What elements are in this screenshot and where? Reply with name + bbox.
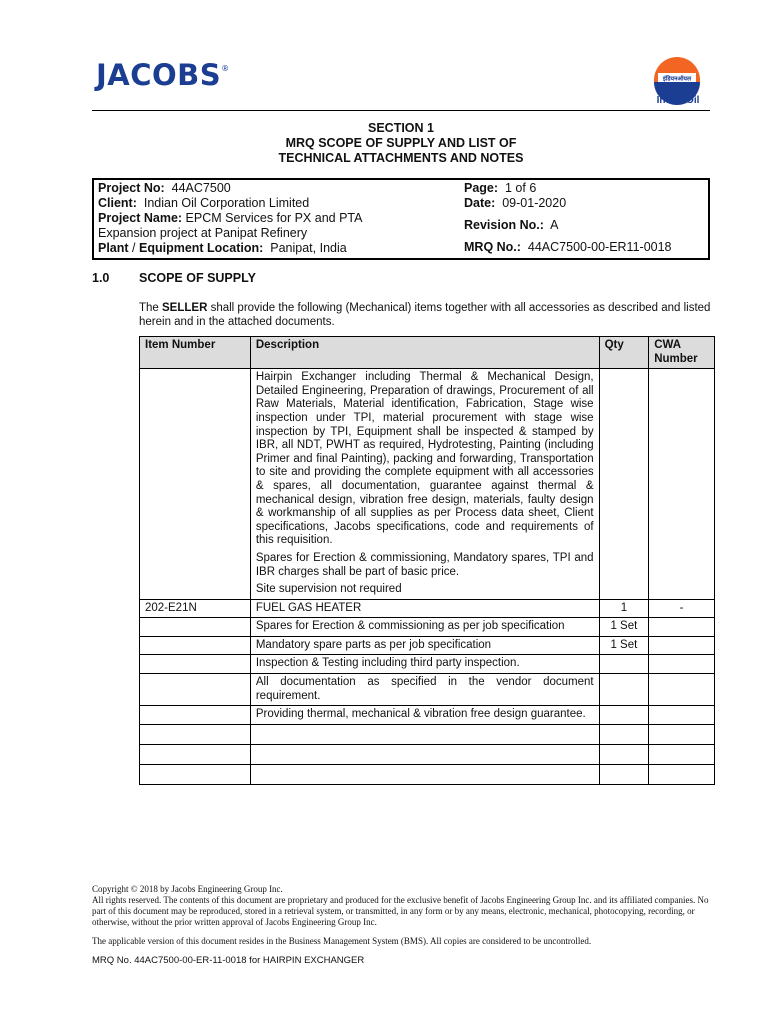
item-number-cell bbox=[140, 706, 251, 725]
table-row bbox=[140, 618, 715, 637]
page-row: Page: 1 of 6 bbox=[464, 181, 537, 195]
item-number-cell bbox=[140, 655, 251, 674]
footer-copyright: Copyright © 2018 by Jacobs Engineering Group Inc. bbox=[92, 884, 283, 894]
description-cell: Inspection & Testing including third party inspection. bbox=[250, 655, 599, 674]
table-cell bbox=[649, 369, 715, 600]
table-header-row bbox=[140, 337, 715, 369]
project-name-cont: Expansion project at Panipat Refinery bbox=[98, 226, 308, 240]
qty-cell: 1 Set bbox=[599, 636, 649, 655]
item-number-cell: 202-E21N bbox=[140, 599, 251, 618]
general-scope-paragraph: Hairpin Exchanger including Thermal & Mechanical Design, Detailed Engineering, Preparation of drawings, Procurement of all Raw Materials, Material identification, Fabrication, Stage wise inspection under TPI, material procurement with stage wise inspection by TPI, Equipment shall be inspected & stamped by IBR, all NDT, PWHT as required, Hydrotesting, Painting (including Primer and final Painting), packing and forwarding, Transportation to site and providing the complete equipment with all accessories & spares, all documentation, guarantee against thermal & mechanical design, vibration free design, materials, faulty design & workmanship of all supplies as per Process data sheet, Client specifications, Jacobs specifications, code and requirements of this requisition. bbox=[255, 371, 594, 547]
title-line-1: SECTION 1 bbox=[368, 121, 434, 135]
cwa-cell bbox=[649, 636, 715, 655]
mrq-value: 44AC7500-00-ER11-0018 bbox=[527, 240, 672, 254]
table-row bbox=[140, 655, 715, 674]
project-info-box bbox=[92, 178, 710, 260]
project-no-row: Project No: 44AC7500 bbox=[98, 181, 231, 195]
description-cell: FUEL GAS HEATER bbox=[250, 599, 599, 618]
table-cell bbox=[140, 369, 251, 600]
description-cell: Providing thermal, mechanical & vibration free design guarantee. bbox=[250, 706, 599, 725]
mrq-row: MRQ No.: 44AC7500-00-ER11-0018 bbox=[464, 240, 672, 254]
qty-cell: 1 bbox=[599, 599, 649, 618]
section-intro: The SELLER shall provide the following (Mechanical) items together with all accessories as described and listed herein and in the attached documents. bbox=[139, 302, 711, 328]
page-value: 1 of 6 bbox=[505, 181, 537, 195]
general-scope-paragraph: Spares for Erection & commissioning, Mandatory spares, TPI and IBR charges shall be part of basic price. bbox=[255, 551, 594, 578]
description-cell: Mandatory spare parts as per job specification bbox=[250, 636, 599, 655]
table-row bbox=[140, 636, 715, 655]
header-description: Description bbox=[250, 337, 599, 369]
table-row-empty bbox=[140, 744, 715, 764]
page-footer bbox=[92, 884, 724, 966]
revision-row: Revision No.: A bbox=[464, 218, 559, 232]
header-item-number: Item Number bbox=[140, 337, 251, 369]
qty-cell bbox=[599, 655, 649, 674]
general-scope-description bbox=[250, 369, 599, 600]
section-number: 1.0 bbox=[92, 271, 110, 285]
title-line-3: TECHNICAL ATTACHMENTS AND NOTES bbox=[278, 151, 524, 165]
item-number-cell bbox=[140, 674, 251, 706]
general-scope-paragraph: Site supervision not required bbox=[255, 583, 402, 596]
table-row-empty bbox=[140, 764, 715, 784]
table-row bbox=[140, 674, 715, 706]
table-row-general-scope bbox=[140, 369, 715, 600]
section-heading bbox=[92, 271, 256, 285]
project-no-value: 44AC7500 bbox=[171, 181, 231, 195]
project-name-value: EPCM Services for PX and PTA bbox=[185, 211, 363, 225]
cwa-cell bbox=[649, 706, 715, 725]
indianoil-native-text: इंडियनऑयल bbox=[662, 75, 692, 83]
footer-bms-note: The applicable version of this document resides in the Business Management System (BMS). All copies are considered to be uncontrolled. bbox=[92, 936, 592, 946]
header-qty: Qty bbox=[599, 337, 649, 369]
plant-location-row: Plant / Equipment Location: Panipat, India bbox=[98, 241, 347, 255]
cwa-cell bbox=[649, 618, 715, 637]
location-value: Panipat, India bbox=[270, 241, 347, 255]
cwa-cell: - bbox=[649, 599, 715, 618]
project-info-left bbox=[98, 181, 458, 256]
section-title: SCOPE OF SUPPLY bbox=[139, 271, 256, 285]
client-row: Client: Indian Oil Corporation Limited bbox=[98, 196, 310, 210]
project-info-right bbox=[464, 181, 704, 255]
indianoil-logo-text: IndianOil bbox=[656, 95, 700, 106]
document-title bbox=[92, 121, 710, 166]
header-cwa-number: CWA Number bbox=[649, 337, 715, 369]
project-name-row: Project Name: EPCM Services for PX and PTA bbox=[98, 211, 363, 225]
title-line-2: MRQ SCOPE OF SUPPLY AND LIST OF bbox=[285, 136, 517, 150]
scope-of-supply-table bbox=[139, 336, 715, 785]
date-row: Date: 09-01-2020 bbox=[464, 196, 567, 210]
qty-cell bbox=[599, 674, 649, 706]
cwa-cell bbox=[649, 655, 715, 674]
qty-cell bbox=[599, 706, 649, 725]
footer-mrq-line: MRQ No. 44AC7500-00-ER-11-0018 for HAIRPIN EXCHANGER bbox=[92, 955, 365, 966]
description-cell: All documentation as specified in the vendor document requirement. bbox=[250, 674, 599, 706]
item-number-cell bbox=[140, 618, 251, 637]
table-cell bbox=[599, 369, 649, 600]
date-value: 09-01-2020 bbox=[502, 196, 567, 210]
footer-rights: All rights reserved. The contents of this document are proprietary and produced for the exclusive benefit of Jacobs Engineering Group Inc. and its affiliated companies. No part of this document may be reproduced, stored in a retrieval system, or transmitted, in any form or by any means, electronic, mechanical, photocopying, recording, or otherwise, without the prior written approval of Jacobs Engineering Group Inc. bbox=[92, 895, 709, 927]
qty-cell: 1 Set bbox=[599, 618, 649, 637]
table-row bbox=[140, 706, 715, 725]
description-cell: Spares for Erection & commissioning as per job specification bbox=[250, 618, 599, 637]
jacobs-logo: JACOBS® bbox=[96, 58, 230, 92]
cwa-cell bbox=[649, 674, 715, 706]
table-row-empty bbox=[140, 724, 715, 744]
table-row bbox=[140, 599, 715, 618]
client-value: Indian Oil Corporation Limited bbox=[143, 196, 310, 210]
revision-value: A bbox=[550, 218, 559, 232]
header-divider bbox=[92, 110, 710, 111]
item-number-cell bbox=[140, 636, 251, 655]
